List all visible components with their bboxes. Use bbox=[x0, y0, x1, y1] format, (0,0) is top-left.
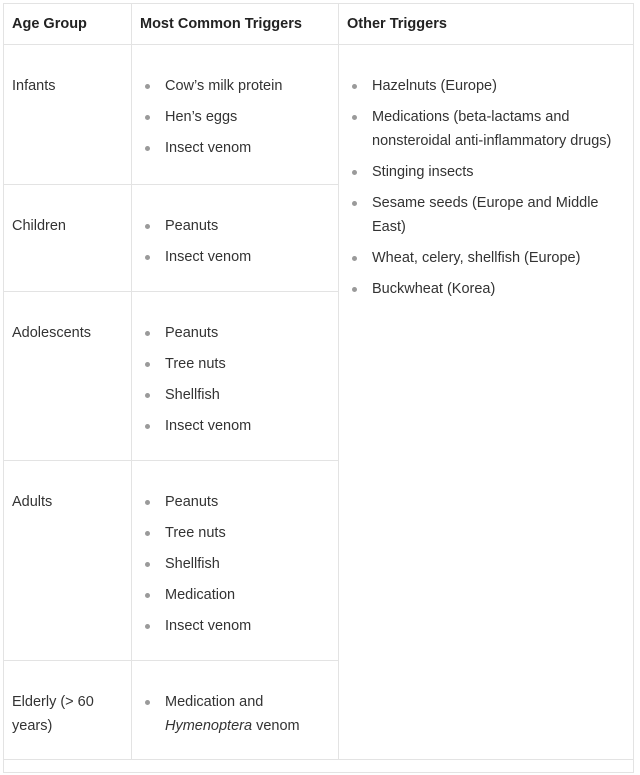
trigger-list bbox=[140, 74, 330, 160]
trigger-list bbox=[140, 321, 330, 438]
common-triggers-cell bbox=[132, 661, 339, 760]
trigger-italic: Hymenoptera bbox=[165, 718, 253, 734]
trigger-list bbox=[140, 214, 330, 269]
list-item bbox=[140, 690, 330, 738]
list-item: Hazelnuts (Europe) bbox=[347, 74, 625, 98]
list-item: Shellfish bbox=[140, 383, 330, 407]
list-item: Insect venom bbox=[140, 245, 330, 269]
age-group-cell: Children bbox=[4, 185, 132, 292]
trigger-list bbox=[140, 490, 330, 638]
header-most-common: Most Common Triggers bbox=[132, 4, 339, 45]
age-group-cell: Elderly (> 60 years) bbox=[4, 661, 132, 760]
footer-cell bbox=[4, 760, 634, 773]
list-item: Insect venom bbox=[140, 136, 330, 160]
list-item: Stinging insects bbox=[347, 160, 625, 184]
table-footer-row bbox=[4, 760, 634, 773]
header-other: Other Triggers bbox=[339, 4, 634, 45]
trigger-list bbox=[140, 690, 330, 738]
list-item: Medications (beta-lactams and nonsteroidal anti-inflammatory drugs) bbox=[347, 105, 625, 153]
common-triggers-cell bbox=[132, 461, 339, 661]
common-triggers-cell bbox=[132, 45, 339, 185]
trigger-prefix: Medication and bbox=[165, 694, 264, 710]
list-item: Peanuts bbox=[140, 321, 330, 345]
header-age-group: Age Group bbox=[4, 4, 132, 45]
table-row bbox=[4, 45, 634, 185]
common-triggers-cell bbox=[132, 185, 339, 292]
list-item: Insect venom bbox=[140, 414, 330, 438]
age-group-cell: Adolescents bbox=[4, 292, 132, 461]
age-group-cell: Infants bbox=[4, 45, 132, 185]
list-item: Buckwheat (Korea) bbox=[347, 277, 625, 301]
other-trigger-list bbox=[347, 74, 625, 301]
list-item: Insect venom bbox=[140, 614, 330, 638]
age-group-cell: Adults bbox=[4, 461, 132, 661]
list-item: Tree nuts bbox=[140, 521, 330, 545]
list-item: Peanuts bbox=[140, 214, 330, 238]
list-item: Wheat, celery, shellfish (Europe) bbox=[347, 246, 625, 270]
other-triggers-cell bbox=[339, 45, 634, 760]
list-item: Shellfish bbox=[140, 552, 330, 576]
header-row bbox=[4, 4, 634, 45]
triggers-table bbox=[3, 3, 634, 773]
list-item: Hen’s eggs bbox=[140, 105, 330, 129]
list-item: Medication bbox=[140, 583, 330, 607]
list-item: Tree nuts bbox=[140, 352, 330, 376]
trigger-suffix: venom bbox=[256, 718, 300, 734]
list-item: Sesame seeds (Europe and Middle East) bbox=[347, 191, 625, 239]
list-item: Cow’s milk protein bbox=[140, 74, 330, 98]
common-triggers-cell bbox=[132, 292, 339, 461]
list-item: Peanuts bbox=[140, 490, 330, 514]
